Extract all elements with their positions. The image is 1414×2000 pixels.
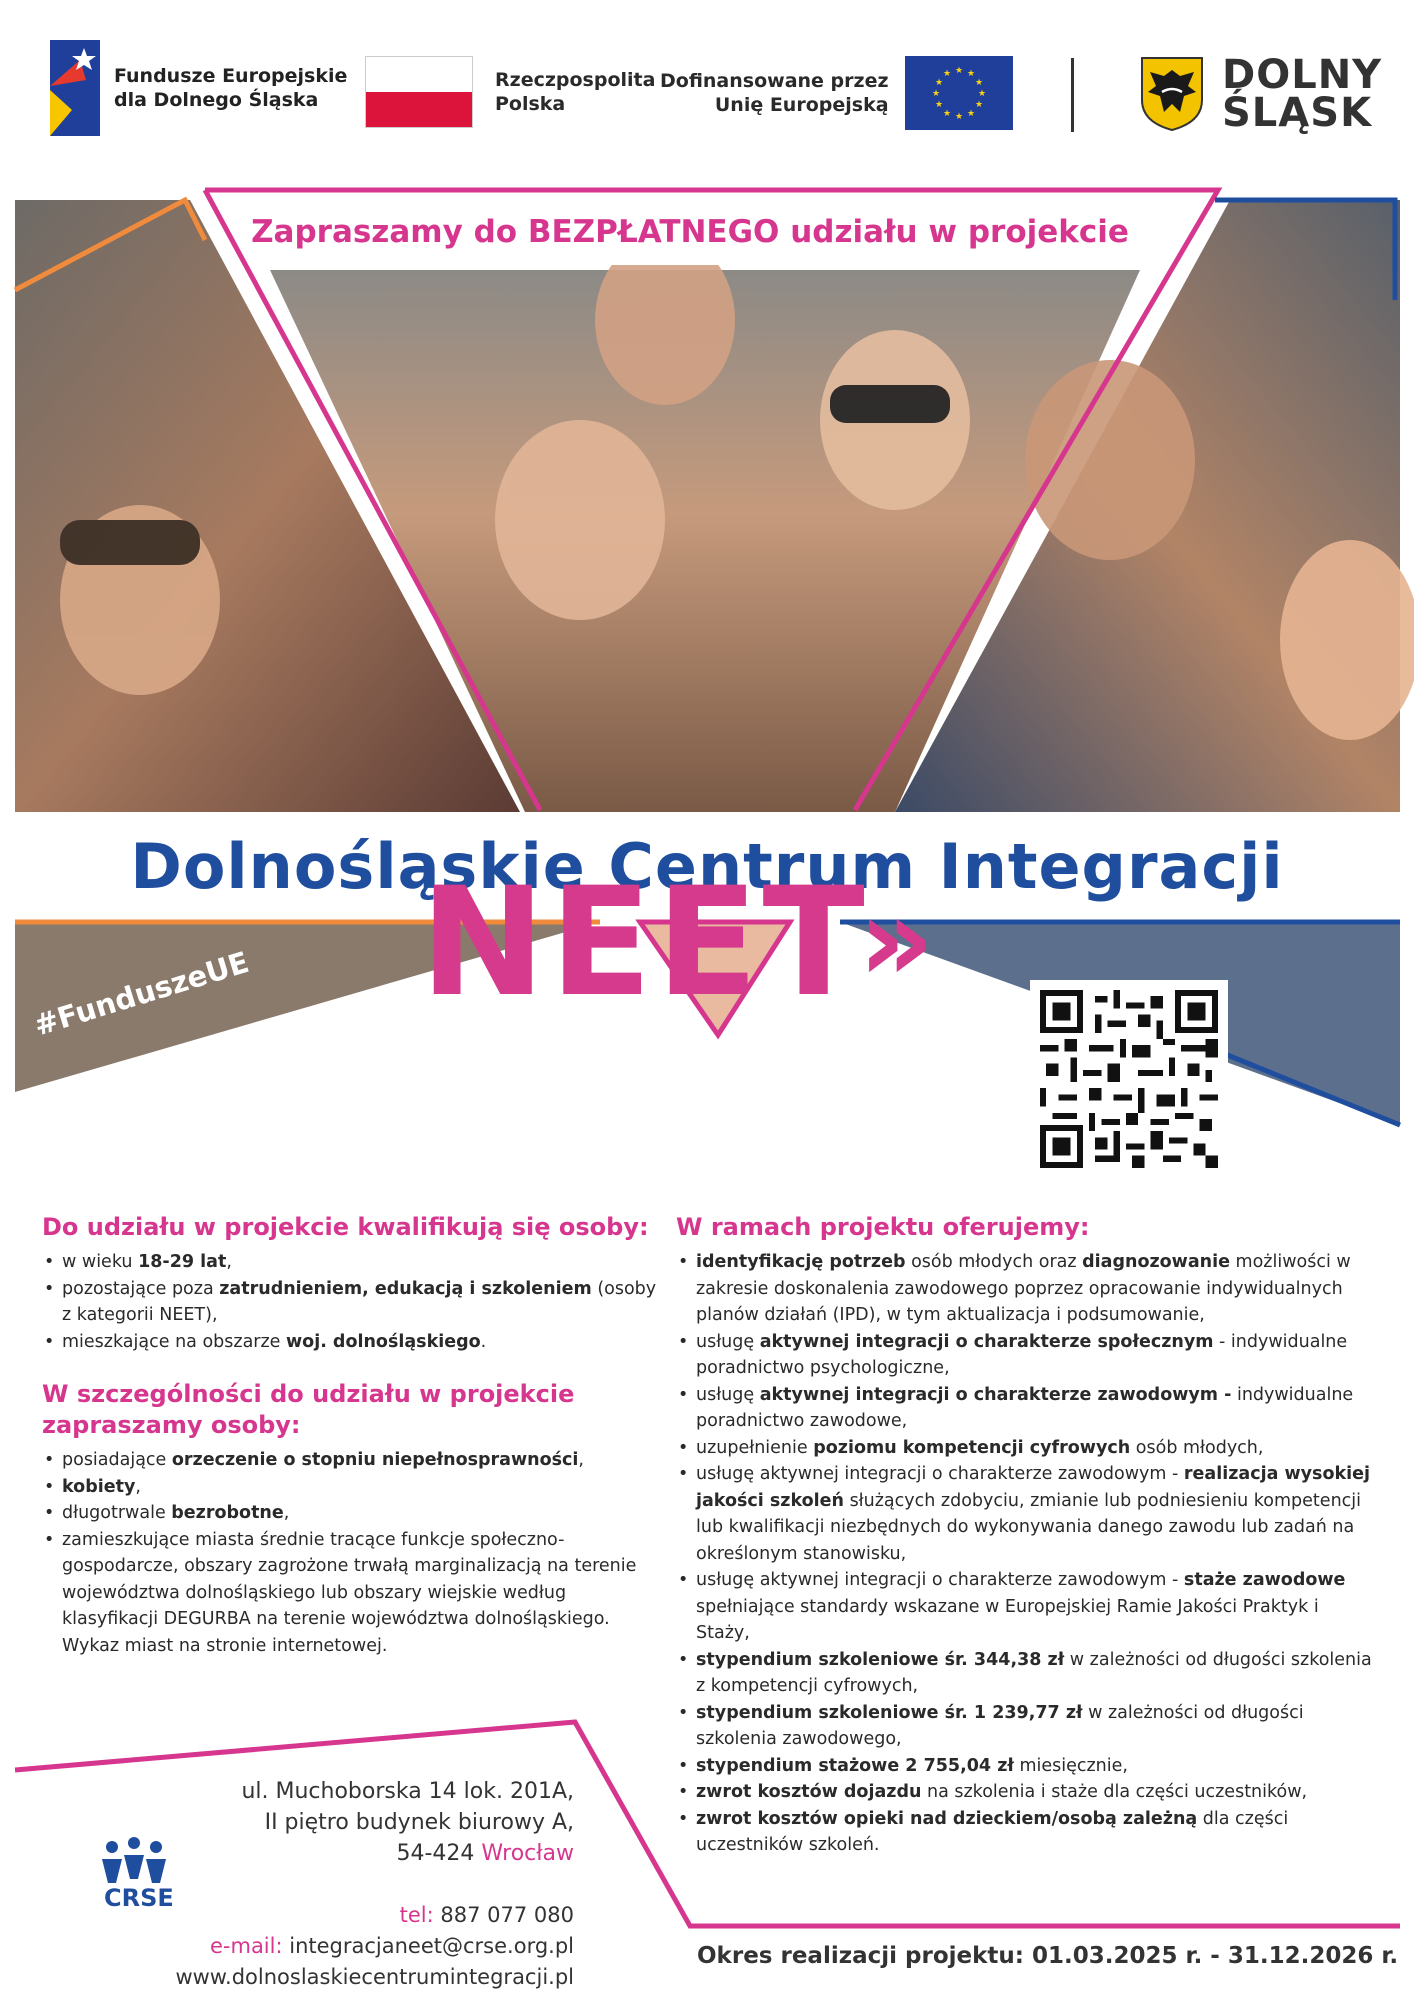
fundusze-europejskie-logo [50,40,347,136]
item-text: posiadające [62,1450,172,1470]
svg-text:★: ★ [954,66,963,76]
svg-text:★: ★ [966,109,975,119]
dolny-slask-logo [1140,52,1383,136]
address-block [150,1776,574,1869]
item-text: . [480,1331,487,1352]
phone-line[interactable] [150,1900,574,1931]
double-chevron-icon: » [858,870,935,1008]
svg-text:★: ★ [934,78,943,88]
priority-list [42,1447,662,1659]
item-bold: staże zawodowe [1183,1570,1346,1590]
item-text: spełniające standardy wskazane w Europejskiej Ramie Jakości Praktyk i Staży, [696,1596,1319,1643]
item-text: możliwości w zakresie doskonalenia zawodowego poprzez opracowanie indywidualnych planów działań (IPD), w tym aktualizacja i podsumowanie, [696,1252,1351,1325]
svg-text:★: ★ [942,109,951,119]
qr-code-icon [1040,990,1218,1168]
item-text: pozostające poza [62,1278,220,1299]
eligibility-list [42,1249,662,1355]
contact-block [150,1900,574,1993]
rp-logo-line2: Polska [495,93,566,115]
list-item [676,1249,1376,1329]
list-item [42,1249,662,1276]
list-item [676,1435,1376,1462]
item-bold: stypendium szkoleniowe śr. [696,1649,968,1670]
fe-logo-line1: Fundusze Europejskie [114,65,348,87]
rp-logo-line1: Rzeczpospolita [495,69,656,91]
address-building: II piętro budynek biurowy A, [264,1810,574,1835]
phone-label: tel: [399,1903,434,1927]
eligibility-heading: Do udziału w projekcie kwalifikują się osoby: [42,1213,649,1241]
fe-logo-line2: dla Dolnego Śląska [114,89,319,111]
svg-text:★: ★ [942,69,951,79]
list-item [676,1647,1376,1700]
crse-logo-text: CRSE [104,1884,174,1912]
item-bold: diagnozowanie [1082,1252,1230,1272]
item-text: indywidualne poradnictwo zawodowe, [696,1384,1354,1431]
item-text: długotrwale [62,1503,172,1523]
item-text: , [226,1252,232,1272]
item-text: dla części uczestników szkoleń. [696,1808,1289,1855]
list-item [676,1329,1376,1382]
eu-flag-icon [905,56,1013,130]
stipend-amount: 344,38 zł [967,1649,1065,1670]
email-label: e-mail: [209,1934,283,1958]
item-text: - indywidualne poradnictwo psychologiczne, [696,1331,1348,1378]
list-item [676,1382,1376,1435]
neet-title: NEET [420,856,869,1030]
svg-text:★: ★ [931,89,940,99]
item-bold: identyfikację potrzeb [696,1252,906,1272]
item-text: , [578,1450,584,1470]
svg-text:★: ★ [966,69,975,79]
logo-divider [1071,58,1074,132]
item-bold: orzeczenie o stopniu niepełnosprawności [171,1450,579,1470]
svg-text:★: ★ [974,100,983,110]
eu-logo-text [660,69,889,117]
project-period: Okres realizacji projektu: 01.03.2025 r. - 31.12.2026 r. [697,1943,1399,1969]
svg-text:★: ★ [934,100,943,110]
website-link[interactable]: www.dolnoslaskiecentrumintegracji.pl [175,1965,574,1989]
list-item [42,1276,662,1329]
hashtag-fundusze: #FunduszeUE [30,944,253,1043]
email-line[interactable] [150,1931,574,1962]
item-bold: zwrot kosztów opieki nad dzieckiem/osobą zależną [696,1808,1198,1829]
address-city: Wrocław [481,1841,574,1866]
polish-flag-icon [365,56,473,128]
offer-heading: W ramach projektu oferujemy: [676,1213,1090,1241]
item-text: usługę [696,1331,760,1352]
item-text: usługę [696,1384,760,1405]
item-text: , [135,1476,141,1497]
fe-emblem-icon [50,40,100,136]
list-item [42,1500,662,1527]
item-bold: bezrobotne [171,1503,284,1523]
email-link[interactable]: integracjaneet@crse.org.pl [282,1934,574,1958]
list-item [676,1461,1376,1567]
item-bold: aktywnej integracji o charakterze społecznym [759,1331,1214,1352]
list-item [42,1447,662,1474]
eu-logo [660,56,1013,130]
fe-logo-text [114,64,347,112]
rzeczpospolita-logo [365,56,655,128]
item-bold: 18-29 lat [138,1252,227,1272]
eu-logo-line2: Unię Europejską [714,94,889,116]
item-text: w zależności od długości szkolenia zawodowego, [696,1702,1304,1749]
item-text: zamieszkujące miasta średnie tracące funkcje społeczno-gospodarcze, obszary zagrożone trwałą marginalizacją na terenie województwa dolnośląskiego lub obszary wiejskie według klasyfikacji DEGURBA na terenie województwa dolnośląskiego. Wykaz miast na stronie internetowej. [62,1529,637,1656]
list-item [42,1474,662,1501]
item-text: usługę aktywnej integracji o charakterze zawodowym - [696,1570,1184,1590]
project-title: Dolnośląskie Centrum Integracji [130,830,1284,903]
priority-heading: W szczególności do udziału w projekcie zapraszamy osoby: [42,1380,575,1439]
item-bold: zatrudnieniem, edukacją i szkoleniem [219,1278,592,1299]
rp-logo-text [495,68,655,116]
address-street: ul. Muchoborska 14 lok. 201A, [241,1779,574,1804]
ds-logo-line1: DOLNY [1222,52,1383,98]
item-bold: realizacja wysokiej jakości szkoleń [696,1464,1370,1511]
svg-text:★: ★ [954,112,963,122]
item-text: w zależności od długości szkolenia z kompetencji cyfrowych, [696,1649,1372,1696]
stipend-amount: 1 239,77 zł [967,1702,1083,1723]
item-bold: zwrot kosztów dojazdu [696,1782,922,1802]
item-text: uzupełnienie [696,1437,814,1458]
item-bold: kobiety [62,1476,136,1497]
item-text: (osoby z kategorii NEET), [62,1278,657,1325]
item-bold: poziomu kompetencji cyfrowych [813,1437,1131,1458]
ds-logo-line2: ŚLĄSK [1222,90,1373,136]
item-text: osób młodych, [1130,1437,1264,1458]
eu-logo-line1: Dofinansowane przez [660,70,889,92]
list-item [676,1567,1376,1647]
item-bold: aktywnej integracji o charakterze zawodowym - [759,1384,1232,1405]
qr-code[interactable] [1030,980,1228,1178]
logo-bar [0,0,1414,170]
item-text: miesięcznie, [1013,1755,1128,1776]
item-bold: woj. dolnośląskiego [286,1331,481,1352]
item-bold: stypendium szkoleniowe śr. [696,1702,968,1723]
item-text: służących zdobyciu, zmianie lub podniesieniu kompetencji lub kwalifikacji niezbędnych do wykonywania danego zawodu lub zadań na określonym stanowisku, [696,1490,1362,1564]
item-text: , [283,1503,290,1523]
item-text: na szkolenia i staże dla części uczestników, [921,1782,1308,1802]
item-text: mieszkające na obszarze [62,1331,286,1352]
stipend-amount: 2 755,04 zł [899,1755,1014,1776]
list-item [42,1329,662,1356]
list-item [42,1527,662,1660]
svg-text:★: ★ [974,78,983,88]
item-bold: stypendium stażowe [696,1755,900,1776]
ds-logo-text [1222,52,1383,136]
item-text: osób młodych oraz [905,1252,1083,1272]
svg-text:★: ★ [977,89,986,99]
item-text: w wieku [62,1252,139,1272]
eligibility-column [42,1212,662,1659]
invite-headline: Zapraszamy do BEZPŁATNEGO udziału w projekcie [251,214,1129,250]
phone-number[interactable]: 887 077 080 [433,1903,574,1927]
eagle-crest-icon [1140,56,1204,132]
address-city-line [150,1838,574,1869]
address-zip: 54-424 [396,1841,482,1866]
item-text: usługę aktywnej integracji o charakterze zawodowym - [696,1464,1184,1484]
